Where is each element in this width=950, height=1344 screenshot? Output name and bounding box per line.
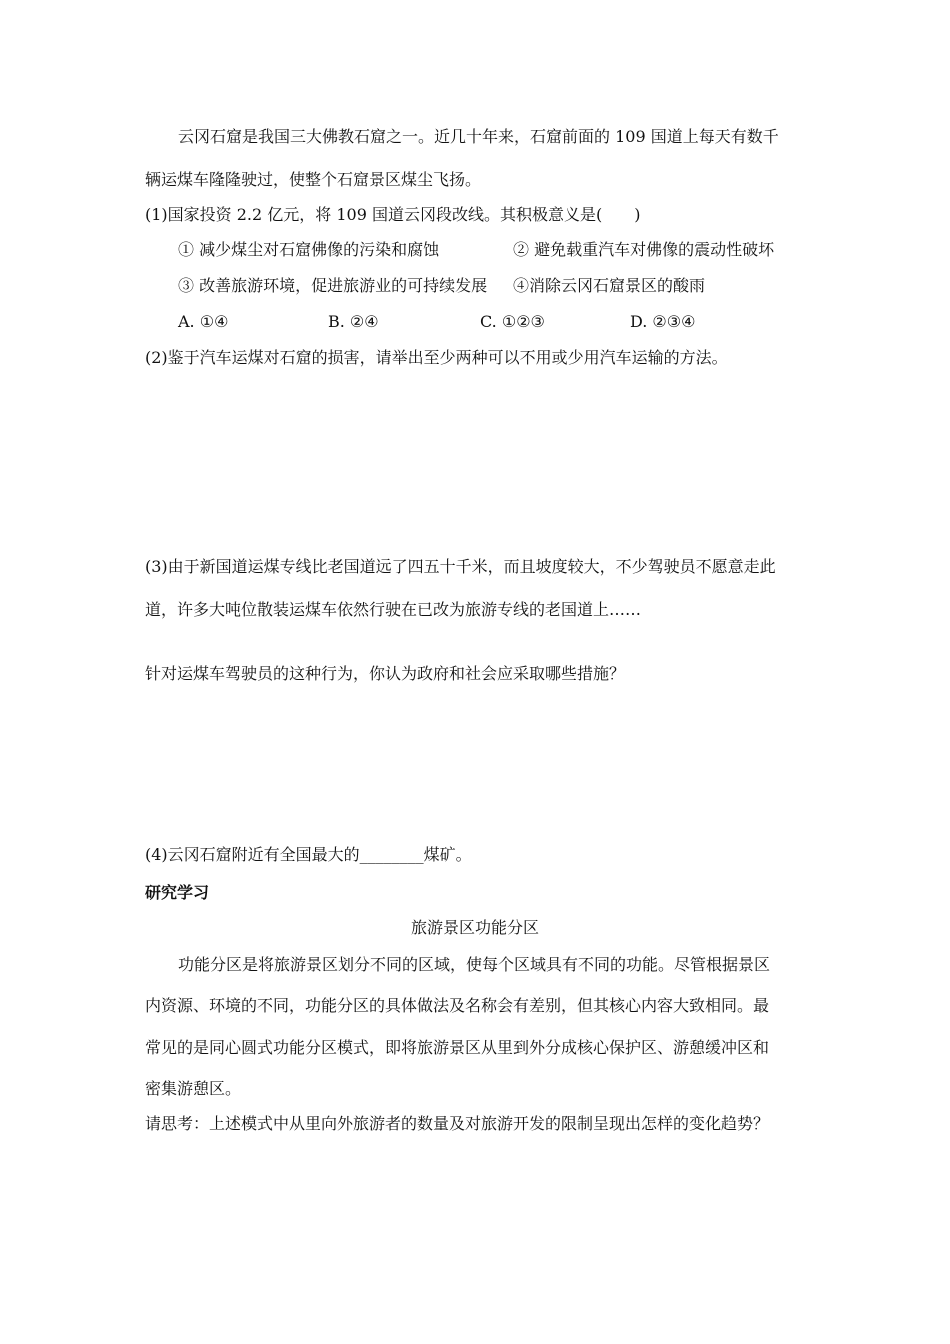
- question-3-line-3: 针对运煤车驾驶员的这种行为，你认为政府和社会应采取哪些措施？: [145, 664, 626, 683]
- question-2-stem: (2)鉴于汽车运煤对石窟的损害，请举出至少两种可以不用或少用汽车运输的方法。: [145, 348, 728, 367]
- question-1-stem: (1)国家投资 2.2 亿元，将 109 国道云冈段改线。其积极意义是( ): [145, 205, 641, 224]
- question-3-line-1: (3)由于新国道运煤专线比老国道远了四五十千米，而且坡度较大，不少驾驶员不愿意走此: [145, 557, 776, 576]
- choice-b: B. ②④: [328, 312, 379, 331]
- question-1-option-2: ② 避免载重汽车对佛像的震动性破坏: [513, 240, 775, 259]
- research-paragraph-line-1: 功能分区是将旅游景区划分不同的区域，使每个区域具有不同的功能。尽管根据景区: [178, 955, 771, 974]
- question-4-stem: (4)云冈石窟附近有全国最大的________煤矿。: [145, 845, 472, 864]
- question-1-option-4: ④消除云冈石窟景区的酸雨: [513, 276, 706, 295]
- research-heading: 研究学习: [145, 883, 210, 902]
- choice-a: A. ①④: [178, 312, 229, 331]
- choice-c: C. ①②③: [480, 312, 545, 331]
- research-paragraph-line-3: 常见的是同心圆式功能分区模式，即将旅游景区从里到外分成核心保护区、游憩缓冲区和: [145, 1038, 770, 1057]
- research-paragraph-line-2: 内资源、环境的不同，功能分区的具体做法及名称会有差别，但其核心内容大致相同。最: [145, 996, 770, 1015]
- question-3-line-2: 道，许多大吨位散装运煤车依然行驶在已改为旅游专线的老国道上……: [145, 600, 642, 619]
- intro-line-1: 云冈石窟是我国三大佛教石窟之一。近几十年来，石窟前面的 109 国道上每天有数千: [178, 127, 779, 146]
- question-1-option-3: ③ 改善旅游环境，促进旅游业的可持续发展: [178, 276, 488, 295]
- choice-d: D. ②③④: [630, 312, 696, 331]
- research-question: 请思考：上述模式中从里向外旅游者的数量及对旅游开发的限制呈现出怎样的变化趋势？: [145, 1114, 770, 1133]
- research-paragraph-line-4: 密集游憩区。: [145, 1079, 242, 1098]
- intro-line-2: 辆运煤车隆隆驶过，使整个石窟景区煤尘飞扬。: [145, 170, 482, 189]
- question-1-option-1: ① 减少煤尘对石窟佛像的污染和腐蚀: [178, 240, 440, 259]
- research-title: 旅游景区功能分区: [410, 918, 539, 937]
